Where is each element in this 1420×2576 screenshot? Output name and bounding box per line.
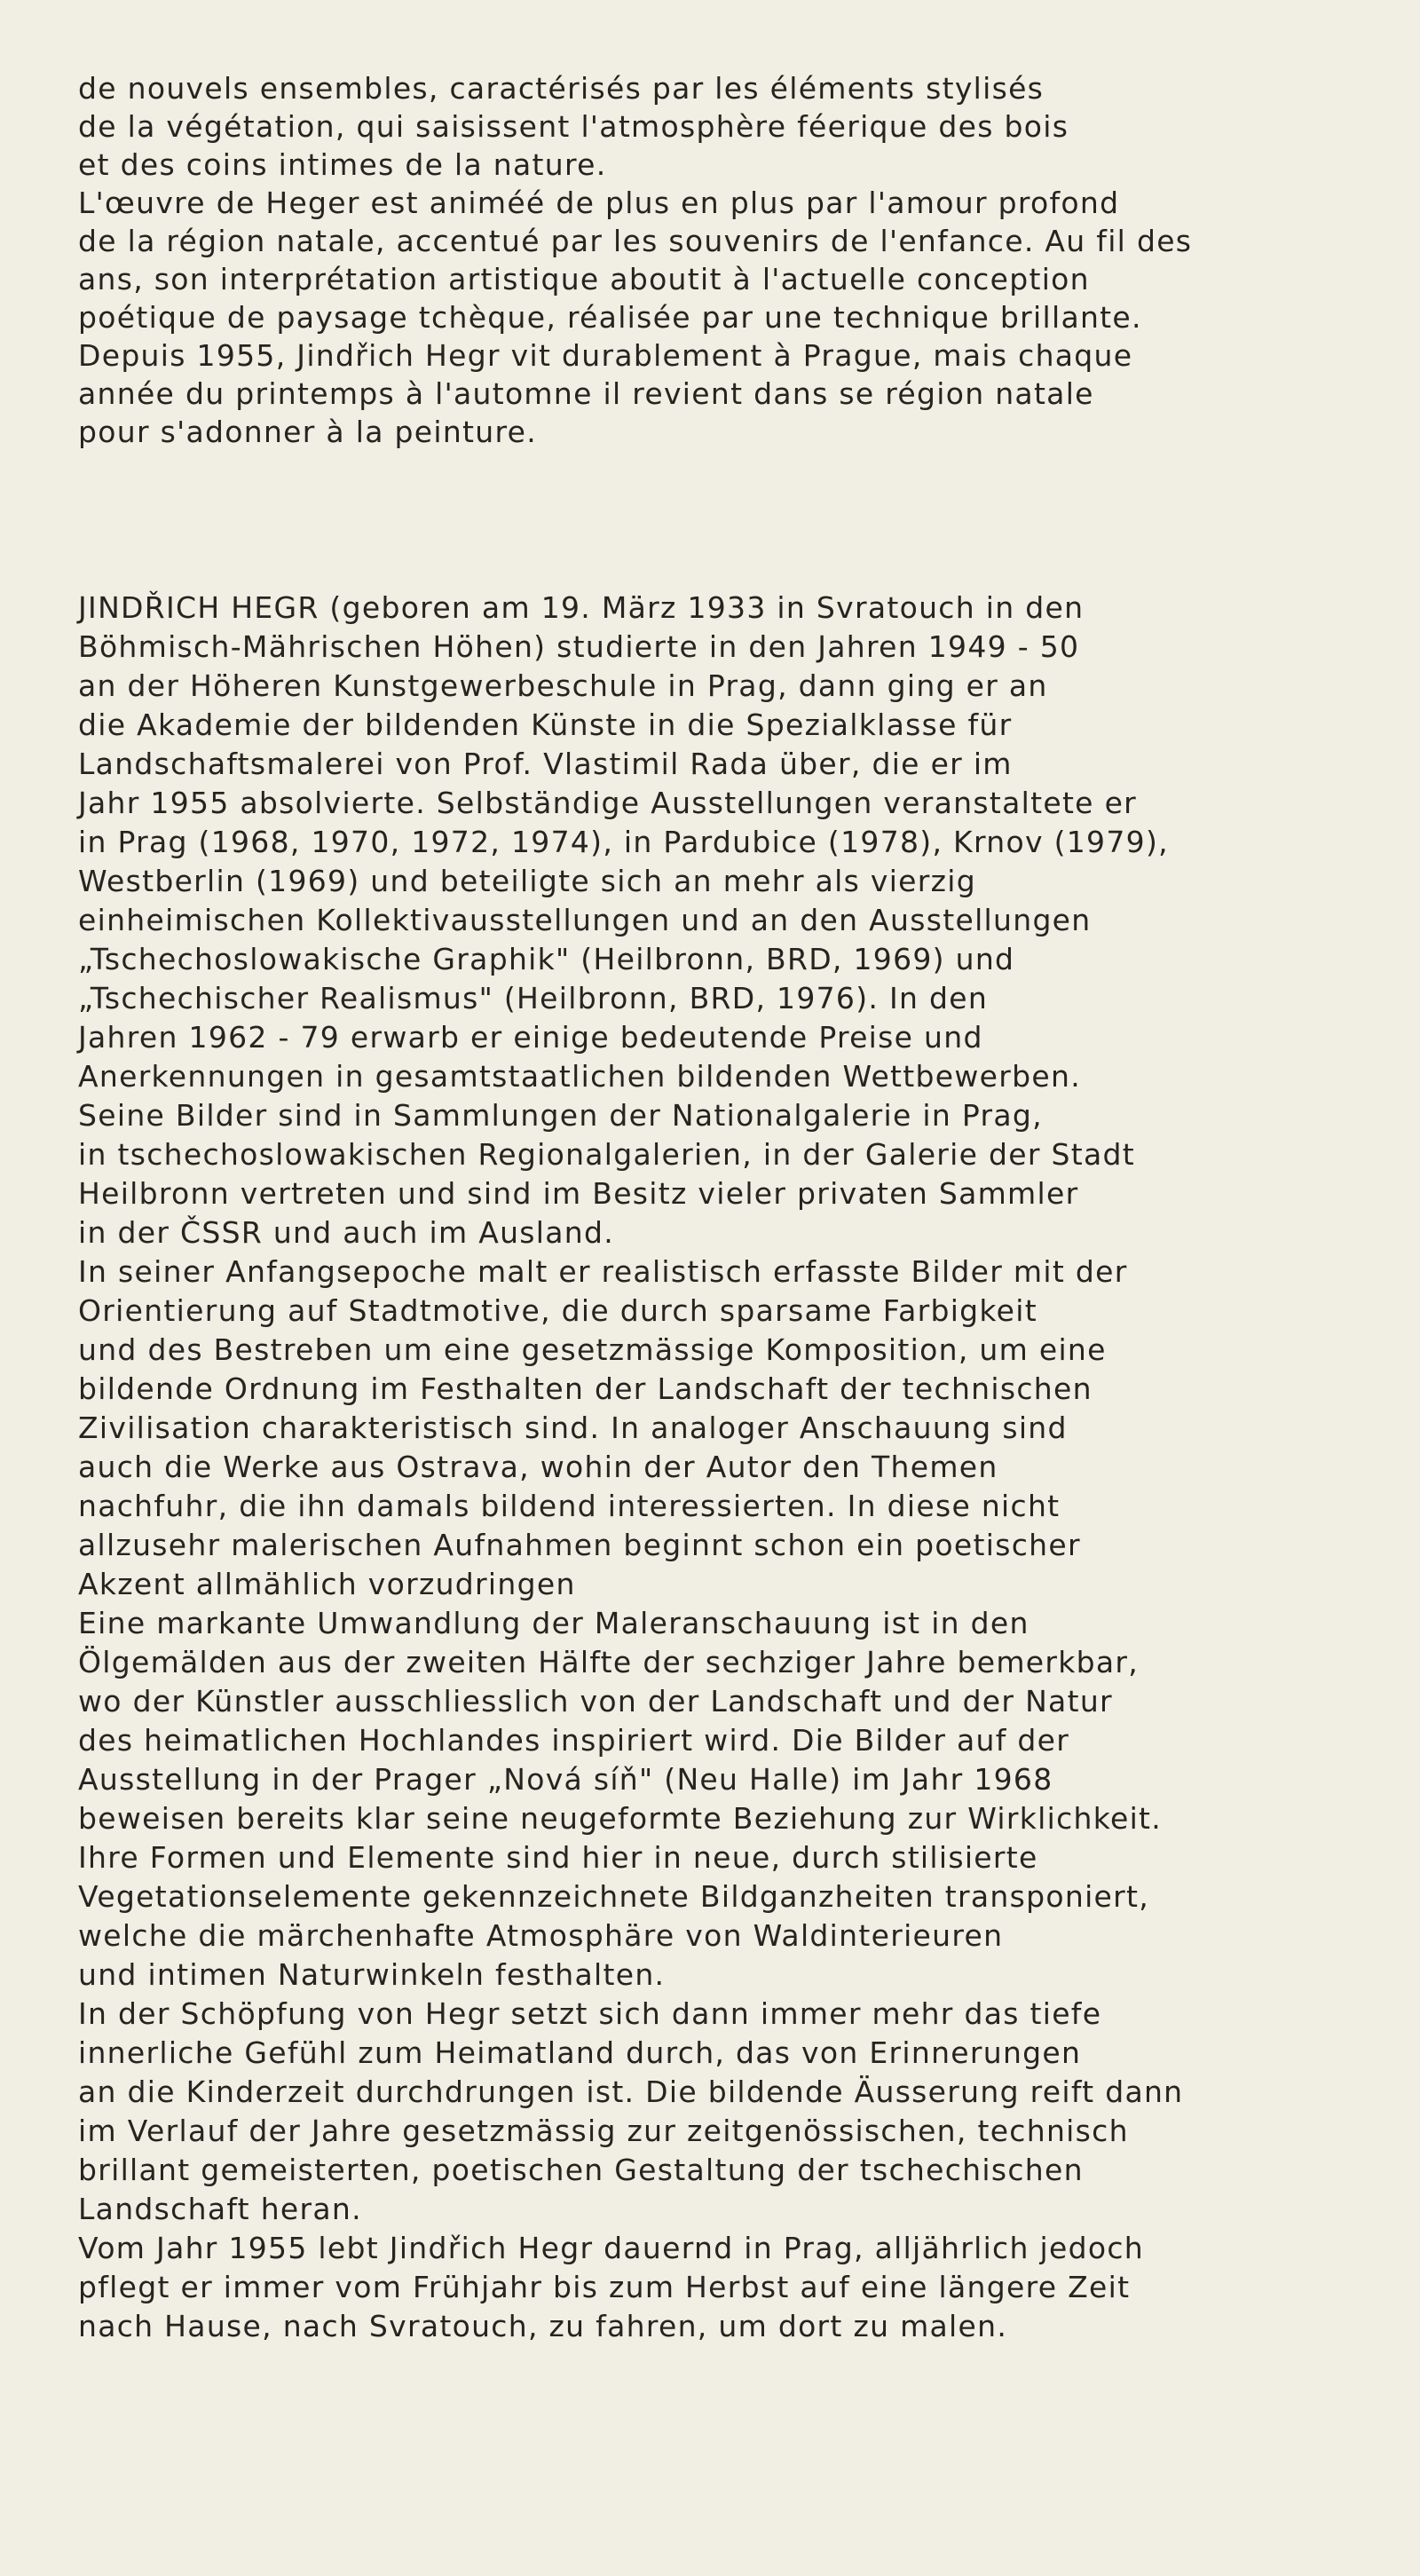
german-line: „Tschechoslowakische Graphik" (Heilbronn, BRD, 1969) und [78,942,1015,976]
german-line: Vegetationselemente gekennzeichnete Bildganzheiten transponiert, [78,1879,1150,1914]
german-line: wo der Künstler ausschliesslich von der Landschaft und der Natur [78,1684,1113,1719]
german-line: Anerkennungen in gesamtstaatlichen bildenden Wettbewerben. [78,1059,1081,1094]
german-line: in der ČSSR und auch im Ausland. [78,1215,615,1250]
german-line: Landschaftsmalerei von Prof. Vlastimil Rada über, die er im [78,747,1013,781]
german-line: auch die Werke aus Ostrava, wohin der Autor den Themen [78,1450,998,1484]
german-line: Heilbronn vertreten und sind im Besitz vieler privaten Sammler [78,1176,1079,1211]
german-line: einheimischen Kollektivausstellungen und an den Ausstellungen [78,903,1092,937]
german-line: an die Kinderzeit durchdrungen ist. Die bildende Äusserung reift dann [78,2074,1184,2109]
german-line: im Verlauf der Jahre gesetzmässig zur zeitgenössischen, technisch [78,2114,1129,2148]
french-line: L'œuvre de Heger est animéé de plus en plus par l'amour profond [78,186,1120,220]
german-line: welche die märchenhafte Atmosphäre von Waldinterieuren [78,1918,1004,1953]
german-line: „Tschechischer Realismus" (Heilbronn, BRD, 1976). In den [78,981,989,1015]
german-line: JINDŘICH HEGR (geboren am 19. März 1933 in Svratouch in den [78,590,1085,625]
german-line: in tschechoslowakischen Regionalgalerien, in der Galerie der Stadt [78,1137,1136,1172]
german-line: bildende Ordnung im Festhalten der Landschaft der technischen [78,1371,1093,1406]
german-line: nachfuhr, die ihn damals bildend interessierten. In diese nicht [78,1489,1061,1523]
german-line: Vom Jahr 1955 lebt Jindřich Hegr dauernd in Prag, alljährlich jedoch [78,2231,1144,2265]
french-line: pour s'adonner à la peinture. [78,415,538,449]
german-line: pflegt er immer vom Frühjahr bis zum Herbst auf eine längere Zeit [78,2270,1131,2304]
german-line: Akzent allmählich vorzudringen [78,1567,576,1601]
german-line: und des Bestreben um eine gesetzmässige Komposition, um eine [78,1332,1107,1367]
german-line: an der Höheren Kunstgewerbeschule in Prag, dann ging er an [78,668,1048,703]
german-line: Ölgemälden aus der zweiten Hälfte der sechziger Jahre bemerkbar, [78,1645,1140,1679]
french-line: de la région natale, accentué par les souvenirs de l'enfance. Au fil des [78,224,1193,258]
german-line: Seine Bilder sind in Sammlungen der Nationalgalerie in Prag, [78,1098,1043,1133]
german-line: Jahren 1962 - 79 erwarb er einige bedeutende Preise und [78,1020,983,1055]
french-line: poétique de paysage tchèque, réalisée par une technique brillante. [78,300,1142,335]
german-line: allzusehr malerischen Aufnahmen beginnt schon ein poetischer [78,1528,1081,1562]
german-line: in Prag (1968, 1970, 1972, 1974), in Pardubice (1978), Krnov (1979), [78,825,1169,859]
german-line: nach Hause, nach Svratouch, zu fahren, um dort zu malen. [78,2309,1008,2343]
german-line: die Akademie der bildenden Künste in die Spezialklasse für [78,707,1013,742]
french-line: année du printemps à l'automne il revient dans se région natale [78,376,1094,411]
german-line: Ausstellung in der Prager „Nová síň" (Neu Halle) im Jahr 1968 [78,1762,1053,1797]
german-line: Zivilisation charakteristisch sind. In analoger Anschauung sind [78,1410,1068,1445]
french-line: ans, son interprétation artistique aboutit à l'actuelle conception [78,262,1090,296]
german-line: In der Schöpfung von Hegr setzt sich dann immer mehr das tiefe [78,1996,1102,2031]
german-line: innerliche Gefühl zum Heimatland durch, das von Erinnerungen [78,2035,1082,2070]
french-line: Depuis 1955, Jindřich Hegr vit durablement à Prague, mais chaque [78,338,1133,373]
german-line: des heimatlichen Hochlandes inspiriert wird. Die Bilder auf der [78,1723,1070,1758]
german-line: Jahr 1955 absolvierte. Selbständige Ausstellungen veranstaltete er [78,786,1138,820]
german-line: beweisen bereits klar seine neugeformte Beziehung zur Wirklichkeit. [78,1801,1163,1836]
german-line: Landschaft heran. [78,2192,362,2226]
french-line: de la végétation, qui saisissent l'atmosphère féerique des bois [78,109,1069,144]
french-line: et des coins intimes de la nature. [78,147,607,182]
german-line: Ihre Formen und Elemente sind hier in neue, durch stilisierte [78,1840,1038,1875]
french-line: de nouvels ensembles, caractérisés par les éléments stylisés [78,71,1045,106]
german-line: Westberlin (1969) und beteiligte sich an mehr als vierzig [78,864,976,898]
german-line: Orientierung auf Stadtmotive, die durch sparsame Farbigkeit [78,1293,1037,1328]
german-line: Böhmisch-Mährischen Höhen) studierte in den Jahren 1949 - 50 [78,629,1080,664]
german-line: In seiner Anfangsepoche malt er realistisch erfasste Bilder mit der [78,1254,1128,1289]
german-line: und intimen Naturwinkeln festhalten. [78,1957,666,1992]
german-line: brillant gemeisterten, poetischen Gestaltung der tschechischen [78,2153,1084,2187]
german-line: Eine markante Umwandlung der Maleranschauung ist in den [78,1606,1030,1640]
